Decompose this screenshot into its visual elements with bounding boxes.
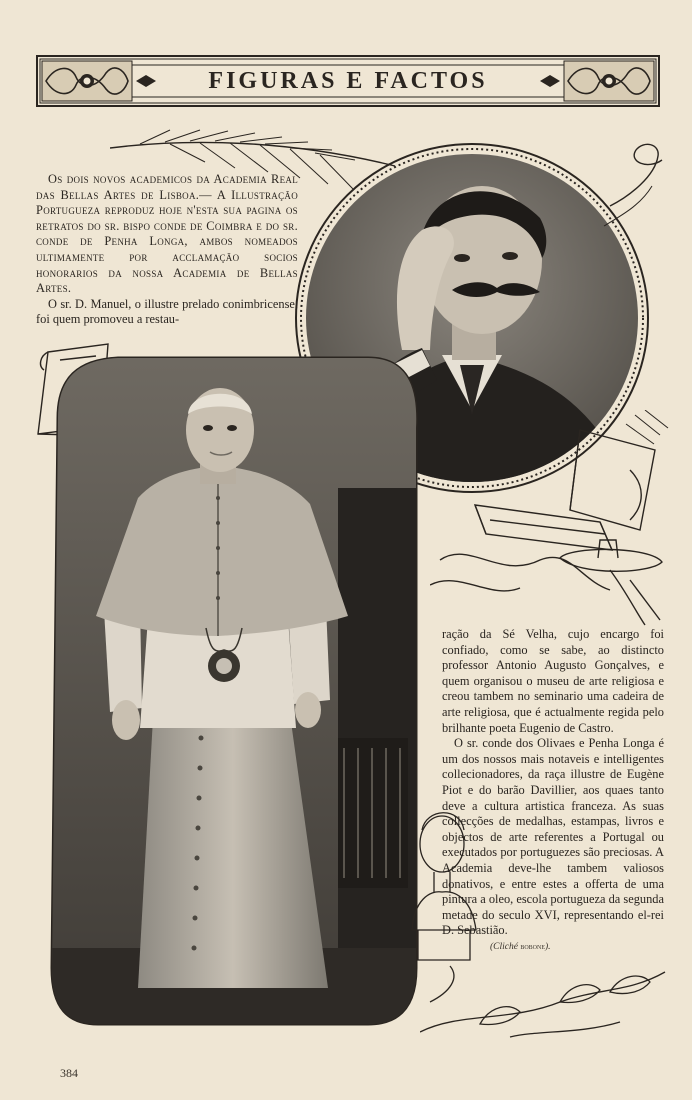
photo-credit: (Cliché bobone). xyxy=(490,942,551,952)
section-title: FIGURAS E FACTOS xyxy=(208,68,488,94)
continuation-paragraph-1: ração da Sé Velha, cujo encargo foi confiado, como se sabe, ao distincto professor Antonio Augusto Gonçalves, e quem organisou o museu de arte religiosa e creou tambem no seminario uma cadeira de arte religiosa, que é actualmente regida pelo brilhante poeta Eugenio de Castro. xyxy=(442,627,664,735)
bust-sculpture-ornament xyxy=(404,800,484,970)
header-banner xyxy=(36,55,660,107)
page-number: 384 xyxy=(60,1066,78,1080)
books-inkwell-ornament xyxy=(430,410,670,630)
portrait-standing-photo xyxy=(38,348,428,1038)
intro-paragraph-2: O sr. D. Manuel, o illustre prelado conimbricense, foi quem promoveu a restau- xyxy=(36,296,298,327)
ribbon-flourish xyxy=(600,136,672,236)
foliage-ornament xyxy=(420,962,670,1042)
continuation-paragraph-2: O sr. conde dos Olivaes e Penha Longa é um dos nossos mais notaveis e intelligentes collecionadores, da raça illustre de Eugène Piot e do barão Davillier, aos quaes tanto deve a cultura artistica franceza. As suas collecções de medalhas, estampas, livros e objectos de arte referentes a Portugal ou executados por portuguezes são preciosas. A Academia deve-lhe tambem valiosos donativos, e entre estes a offerta de uma pintura a oleo, escola portugueza da segunda metade do seculo XVI, representando el-rei D. Sebastião. xyxy=(442,736,664,938)
intro-paragraph-1: Os dois novos academicos da Academia Real das Bellas Artes de Lisboa.— A Illustração Portugueza reproduz hoje n'esta sua pagina os retratos do sr. bispo conde de Coimbra e do sr. conde de Penha Longa, ambos nomeados ultimamente por acclamação socios honorarios da nossa Academia de Bellas Artes. xyxy=(36,172,298,296)
